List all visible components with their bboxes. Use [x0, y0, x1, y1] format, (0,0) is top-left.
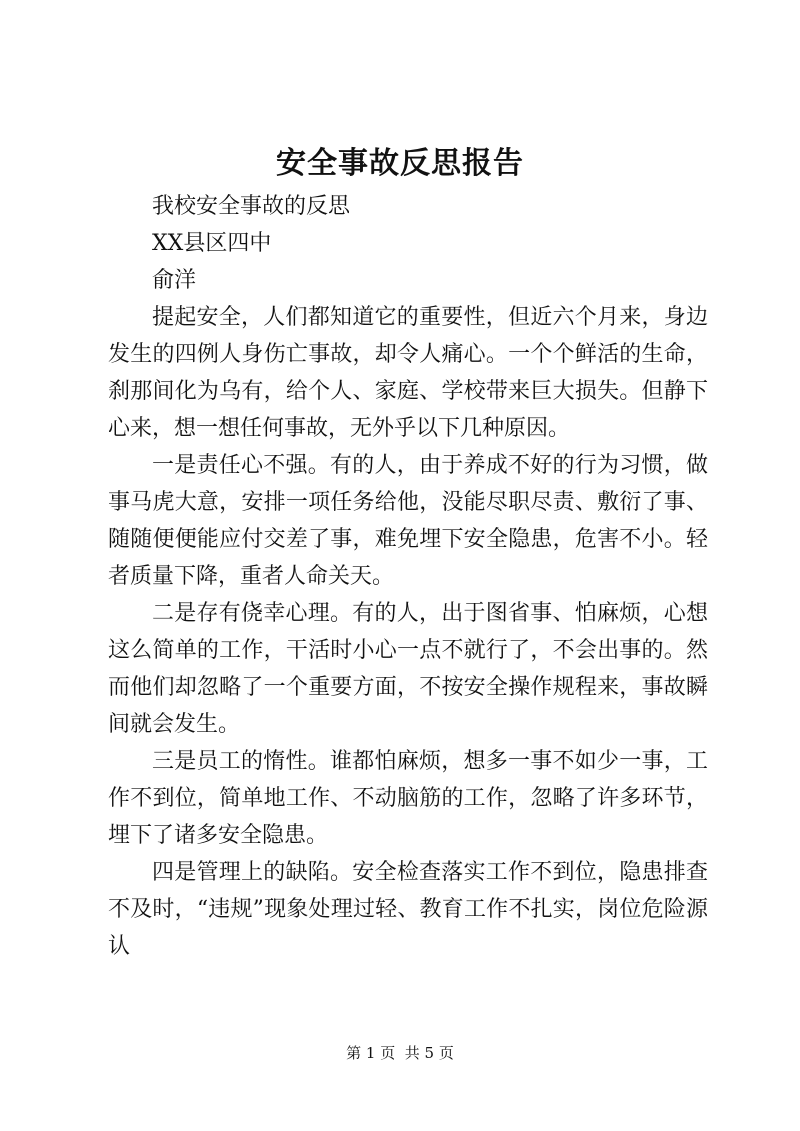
page-number: 第 1 页 共 5 页: [346, 1044, 454, 1062]
paragraph-reason-1: 一是责任心不强。有的人，由于养成不好的行为习惯，做事马虎大意，安排一项任务给他，没能尽职尽责、敷衍了事、随随便便能应付交差了事，难免埋下安全隐患，危害不小。轻者质量下降，重者人命关天。: [108, 453, 708, 589]
page-footer: [0, 1043, 800, 1063]
document-title: 安全事故反思报告: [276, 146, 524, 181]
document-body: [108, 188, 708, 965]
author-name: 俞洋: [152, 268, 197, 293]
school-name: XX县区四中: [152, 231, 272, 256]
subtitle: 我校安全事故的反思: [152, 194, 351, 219]
paragraph-intro: 提起安全，人们都知道它的重要性，但近六个月来，身边发生的四例人身伤亡事故，却令人痛心。一个个鲜活的生命，刹那间化为乌有，给个人、家庭、学校带来巨大损失。但静下心来，想一想任何事故，无外乎以下几种原因。: [108, 305, 708, 441]
paragraph-reason-2: 二是存有侥幸心理。有的人，出于图省事、怕麻烦，心想这么简单的工作，干活时小心一点不就行了，不会出事的。然而他们却忽略了一个重要方面，不按安全操作规程来，事故瞬间就会发生。: [108, 601, 708, 737]
paragraph-reason-3: 三是员工的惰性。谁都怕麻烦，想多一事不如少一事，工作不到位，简单地工作、不动脑筋的工作，忽略了许多环节，埋下了诸多安全隐患。: [108, 749, 708, 848]
paragraph-reason-4: 四是管理上的缺陷。安全检查落实工作不到位，隐患排查不及时，“违规”现象处理过轻、教育工作不扎实，岗位危险源认: [108, 860, 708, 959]
